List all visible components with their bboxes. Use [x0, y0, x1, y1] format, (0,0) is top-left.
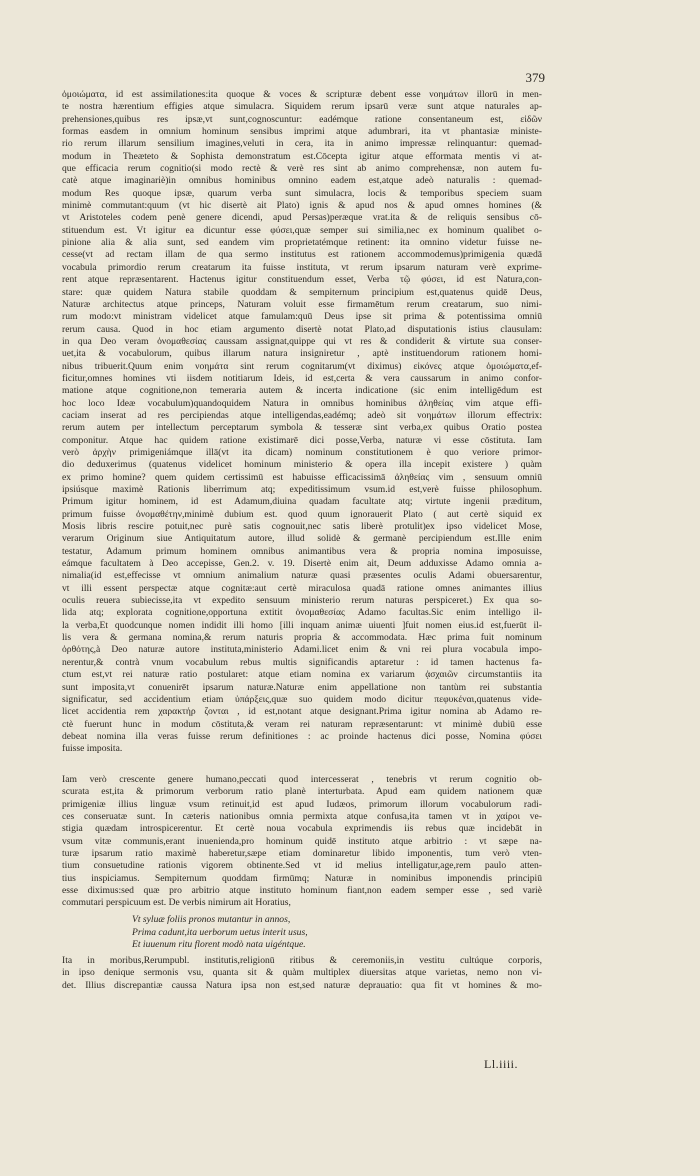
text-line: ex primo homine? quem quidem certissimū est habuisse efficacissimā ἀληθείας vim , sensuum omniū: [62, 471, 542, 483]
text-line: Primum igitur hominem, id est Adamum,diuina quadam facultate atq; virtute ingenii præditum,: [62, 496, 542, 508]
text-line: primum fuisse ὀνομαθέτην,minimè dubium est. quod quum ignorauerit Plato ( aut certè siquid ex: [62, 508, 542, 520]
text-line: cesse(vt ad rectam illam de qua sermo institutus est rationem accommodemus)primigenia quædā: [62, 249, 542, 261]
closing-lines: [62, 955, 542, 992]
text-line: commutari perspicuum est. De verbis nimirum ait Horatius,: [62, 897, 291, 909]
text-line: rerum autem per intellectum perceptarum symbola & tesseræ sint verba,ex quibus Oratio postea: [62, 422, 542, 434]
text-line: verò ἀρχὴν primigeniámque illā(vt ita dicam) nominum constitutionem è quo veriore primor-: [62, 446, 542, 458]
text-line: te nostra hærentium effigies atque simulacra. Siquidem rerum ipsarū veræ sunt atque naturales ap-: [62, 101, 542, 113]
second-paragraph: [62, 774, 542, 910]
text-line: rum modo:vt ministram videlicet atque famulam:quū Deus ipse sit prima & potentissima omniū: [62, 311, 542, 323]
text-line: verarum Originum siue Antiquitatum autore, illud solidè & germanè percipiendum est.Ille enim: [62, 533, 542, 545]
text-line: testatur, Adamum primum hominem omnibus animantibus vera & propria nomina imposuisse,: [62, 545, 542, 557]
verse-line: Et iuuenum ritu florent modò nata uigéntque.: [132, 939, 306, 950]
text-line: lida atq; explorata cognitione,opportuna extitit ὀνομαθεσίας Adamo facultas.Sic enim intelligo il-: [62, 607, 542, 619]
text-line: nibus tribuerit.Quum enim νοημάτα sint rerum cognitarum(vt diximus) εἰκόνες atque ὁμοιώματα,ef-: [62, 360, 542, 372]
text-line: Ita in moribus,Rerumpubl. institutis,religionū ritibus & ceremoniis,in vestitu cultúque corporis,: [62, 955, 542, 966]
text-line: componitur. Atque hac quidem ratione existimarē dici posse,Verba, naturæ vi esse cōstituta. Iam: [62, 434, 542, 446]
text-line: stigia quædam introspicerentur. Et certè noua vocabula exprimendis iis rebus quæ incidebāt in: [62, 823, 542, 835]
text-line: vt illi essent perspectæ atque cognitæ:aut certè miraculosa quadā ratione omnes animantes illius: [62, 582, 542, 594]
text-line: eámque facultatem à Deo accepisse, Gen.2. v. 19. Disertè enim ait, Deum adduxisse Adamo omnia a-: [62, 558, 542, 570]
text-line: oculis reuera subiecisse,ita vt expedito sensuum ministerio rerum naturas perspiceret.) Ex qua so-: [62, 595, 542, 607]
text-line: ὁμοιώματα, id est assimilationes:ita quoque & voces & scripturæ debent esse νοημάτων illorū in men-: [62, 89, 542, 100]
text-line: tium consuetudine rationis vigorem obtinente.Sed vt id melius intelligatur,age,rem paulo atten-: [62, 860, 542, 872]
text-line: caciam inserat ad res percipiendas atque intelligendas,eadémq; adeò sit νοημάτων illorum effectrix:: [62, 409, 542, 421]
signature-mark: Ll.iiii.: [484, 1057, 518, 1071]
text-line: vocabula primordio rerum creatarum ita fuisse instituta, vt rerum ipsarum naturam verè exprime-: [62, 261, 542, 273]
text-line: matione atque cognitione,non temeraria autem & incerta indicatione (sic enim intelligēdum est: [62, 385, 542, 397]
text-line: ces conseruatæ sunt. In cæteris nationibus omnia permixta atque confusa,ita tamen vt in χαίροι ve-: [62, 811, 542, 823]
text-line: stare: quæ quidem Natura stabile quoddam & sempiternum principium est,quatenus quidē Deus,: [62, 286, 542, 298]
text-line: ficitur,omnes homines vti iisdem notitiarum Ideis, id est,certa & vera caussarum in animo confor-: [62, 372, 542, 384]
text-line: ctum est,vt rei naturæ ratio postularet: atque etiam nomina ex variarum ᾀσχαιῶν circumstantiis ita: [62, 669, 542, 681]
text-line: vsum vitæ communis,erant inuenienda,pro hominum quidē instituto atque arbitrio : vt sæpe na-: [62, 835, 542, 847]
text-line: debeat nomina illa veras fuisse rerum definitiones : ac proinde hactenus dici posse, Nomina φύσει: [62, 730, 542, 742]
text-line: ὀρθότης,à Deo naturæ autore instituta,ministerio Adami.licet enim & vni rei plura vocabula impo-: [62, 644, 542, 656]
text-line: licet accidentia rem χαρακτήρ ζονται , id est,notant atque designant.Prima igitur nomina ab Adamo re-: [62, 706, 542, 718]
page-number: 379: [525, 70, 545, 85]
text-line: stituendum est. Vt igitur ea dicuntur esse φύσει,quæ semper sui similia,nec ex hominum qualibet o-: [62, 224, 542, 236]
horace-verse: [132, 914, 432, 952]
text-line: in qua Deo veram ὀνομαθεσίας caussam assignat,quippe qui vt res & condiderit & virtute sua conser-: [62, 335, 542, 347]
text-line: esse diximus:sed quæ pro arbitrio atque instituto hominum fiant,non eadem semper esse , sed variè: [62, 885, 542, 897]
text-line: prehensiones,quibus res ipsæ,vt sunt,cognoscuntur: eadémque ratione consentaneum est, εἰδῶν: [62, 113, 542, 125]
text-line: nimalia(id est,effecisse vt omnium animalium naturæ quasi præsentes oculis Adami obuersarentur,: [62, 570, 542, 582]
text-line: catè atque imaginariè)in omnibus hominibus omnino eadem est,atque adeò naturalis : quemad-: [62, 175, 542, 187]
text-line: lis vera & germana nomina,& rerum naturis propria & accommodata. Hæc prima fuit nominum: [62, 632, 542, 644]
text-line: rio rerum illarum sensilium imagines,veluti in cera, ita in animo impressæ relinquantur: quemad-: [62, 138, 542, 150]
text-line: ipsiúsque maximè Rationis liberrimum atq; expeditissimum vsum.id est,verè fuisse philosophum.: [62, 484, 542, 495]
text-line: vt Aristoteles codem penè genere dicendi, apud Persas)peræque vrat.ita & de reliquis sensibus cō-: [62, 212, 542, 224]
verse-line: Prima cadunt,ita uerborum uetus interit usus,: [132, 926, 308, 938]
text-line: significatur, sed accidentium etiam ὑπάρξεις,quæ suo quidem modo dicitur πεφυκέναι,quatenus vide-: [62, 693, 542, 705]
text-line: scurata est,ita & primorum verborum ratio planè interturbata. Apud eam quidem nationem quæ: [62, 786, 542, 798]
text-line: Naturæ architectus atque princeps, Naturam voluit esse firmamētum rerum creatarum, suo nimi-: [62, 298, 542, 310]
text-line: Mosis libris rescire potuit,nec purè satis cognouit,nec satis liberè protulit)ex ipso videlicet Mose,: [62, 521, 542, 533]
text-line: rerum causa. Quod in hoc etiam argumento disertè notat Plato,ad disputationis istius clausulam:: [62, 323, 542, 335]
text-line: que efficacia rerum cognitio(si modo rectè & verè res sint ab animo comprehensæ, non autem fu-: [62, 163, 542, 175]
text-line: Iam verò crescente genere humano,peccati quod intercesserat , tenebris vt rerum cognitio ob-: [62, 774, 542, 785]
text-line: fuisse imposita.: [62, 743, 123, 755]
text-line: ctè fuerunt hunc in modum cōstituta,& veram rei naturam repræsentarunt: vt minimè dubiū esse: [62, 718, 542, 730]
text-line: in ipso denique sermonis vsu, quanta sit & quàm multiplex diuersitas atque varietas, nemo non vi-: [62, 967, 542, 979]
text-line: primigeniæ illius linguæ vsum retinuit,id est apud Iudæos, primorum illorum vocabulorum radi-: [62, 798, 542, 810]
text-line: formas easdem in omnium hominum sensibus imprimi atque adumbrari, ita vt phantasiæ ministe-: [62, 126, 542, 138]
text-line: minimè commutant:quum (vt hic disertè ait Plato) ignis & apud nos & apud omnes homines (&: [62, 200, 542, 212]
verse-line: Vt syluæ foliis pronos mutantur in annos,: [132, 914, 291, 925]
text-line: tius inspiciamus. Sempiternum quoddam firmūmq; Naturæ in nominibus imponendis principiū: [62, 872, 542, 884]
text-line: uet,ita & vocabulorum, quibus illarum natura insigniretur , aptè instituendorum rationem homi-: [62, 348, 542, 360]
text-line: pinione alia & alia sunt, sed eandem vim proprietatémque retinent: ita omnino videtur fuisse ne-: [62, 237, 542, 249]
text-line: la verba,Et quodcunque nomen indidit illi homo [illi inquam animæ uiuenti ]fuit nomen eius.id est,fuerūt il-: [62, 619, 542, 631]
text-line: modum Res quoque ipsæ, quarum verba sunt simulacra, locis & temporibus speciem suam: [62, 187, 542, 199]
text-line: modum in Theæteto & Sophista demonstratum est.Cōcepta igitur atque efformata mentis vi at-: [62, 150, 542, 162]
text-line: nerentur,& contrà vnum vocabulum rebus multis significandis aptaretur : id tamen hactenus fa-: [62, 656, 542, 668]
text-line: det. Illius discrepantiæ caussa Natura ipsa non est,sed naturæ deprauatio: qua fit vt homines & mo-: [62, 979, 542, 991]
text-line: sunt imposita,vt conuenirēt ipsarum naturæ.Naturæ enim appellatione non tantùm rei substantia: [62, 681, 542, 693]
text-line: turæ ipsarum ratio maximè haberetur,sæpe etiam dominaretur libido imponentis, tum verò vten-: [62, 848, 542, 860]
text-line: rent atque repræsentarent. Hactenus igitur constituendum esset, Verba τῷ φύσει, id est Natura,con-: [62, 274, 542, 286]
text-line: hoc loco Ideæ vocabulum)quandoquidem Natura in omnibus hominibus ἀληθείας vim atque effi-: [62, 397, 542, 409]
first-paragraph: [62, 89, 542, 756]
text-line: dio deduxerimus (quatenus videlicet hominum ministerio & opera illa incepit existere ) quàm: [62, 459, 542, 471]
